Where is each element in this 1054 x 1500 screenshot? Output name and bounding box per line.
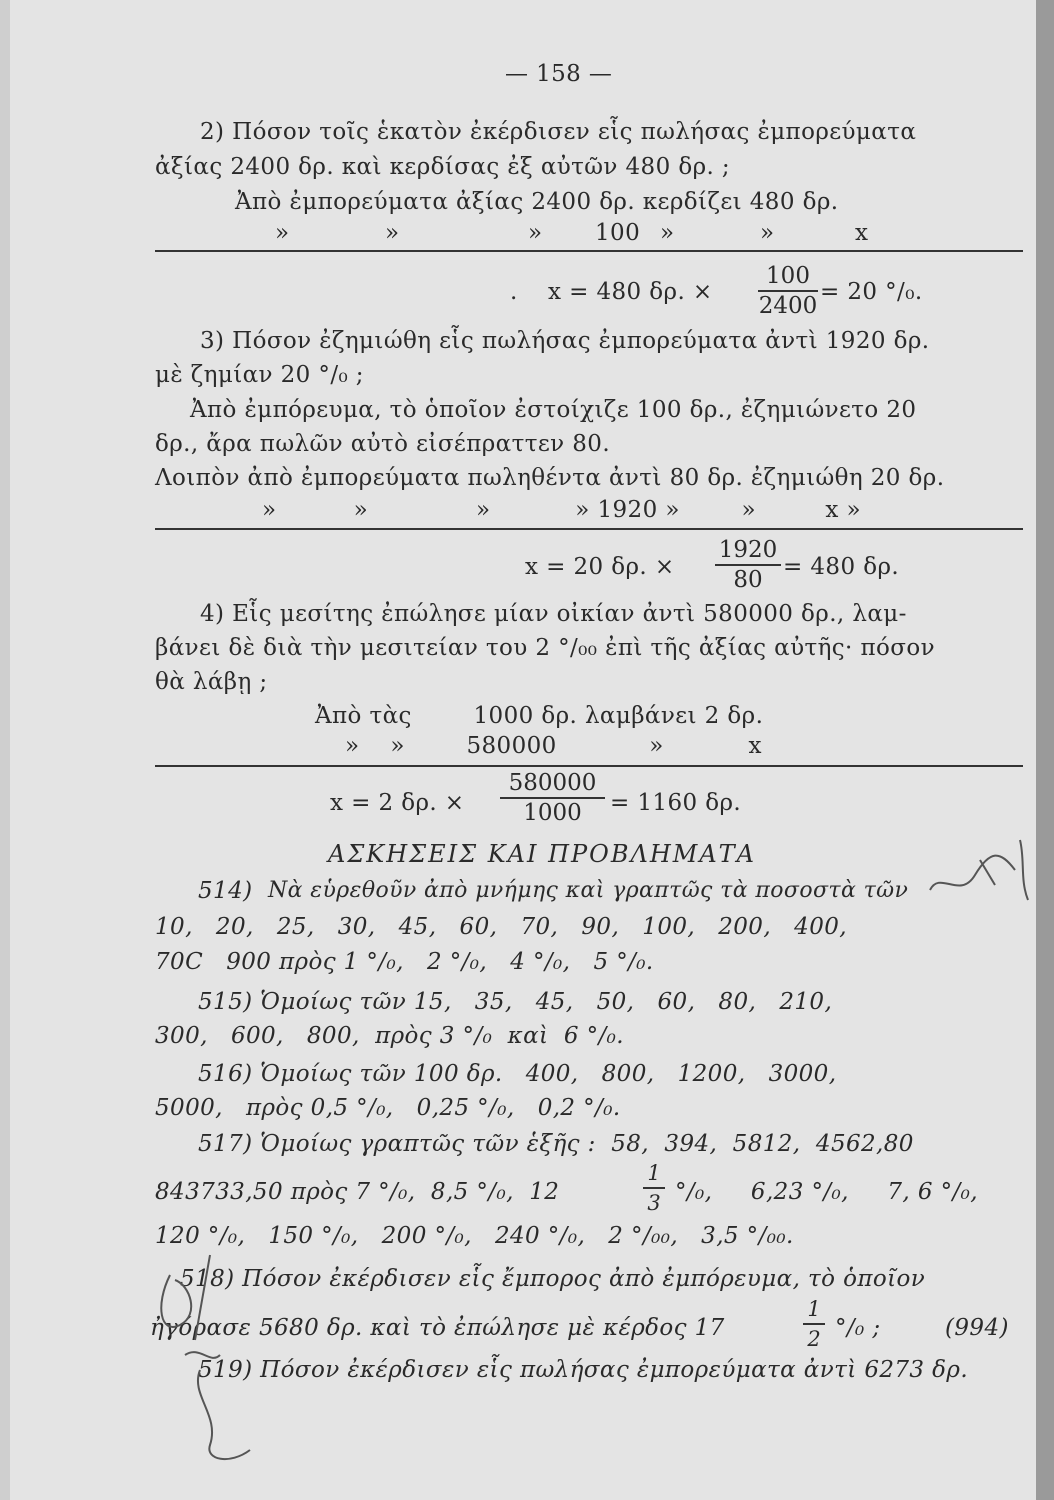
- fraction-bar: [500, 797, 605, 799]
- page-number: — 158 —: [505, 61, 613, 87]
- ex515-line1: 515) Ὁμοίως τῶν 15, 35, 45, 50, 60, 80, 210,: [198, 989, 833, 1015]
- ex517-line3: 120 °/₀, 150 °/₀, 200 °/₀, 240 °/₀, 2 °/₀₀, 3,5 °/₀₀.: [155, 1223, 794, 1249]
- ex517-line1: 517) Ὁμοίως γραπτῶς τῶν ἑξῆς : 58, 394, 5812, 4562,80: [198, 1131, 914, 1157]
- ex519-line1: 519) Πόσον ἐκέρδισεν εἷς πωλήσας ἐμπορεύματα ἀντὶ 6273 δρ.: [198, 1357, 969, 1383]
- ex514-label: 514): [198, 878, 253, 904]
- p3-line5: Λοιπὸν ἀπὸ ἐμπορεύματα πωληθέντα ἀντὶ 80 δρ. ἐζημιώθη 20 δρ.: [155, 465, 945, 491]
- p2-line1: 2) Πόσον τοῖς ἑκατὸν ἐκέρδισεν εἷς πωλήσας ἐμπορεύματα: [200, 119, 917, 145]
- p2-ditto-2: »: [385, 220, 400, 246]
- ex514-line3: 70C 900 πρὸς 1 °/₀, 2 °/₀, 4 °/₀, 5 °/₀.: [155, 949, 654, 975]
- ex517-numerator: 1: [647, 1161, 661, 1185]
- p3-line1: 3) Πόσον ἐζημιώθη εἷς πωλήσας ἐμπορεύματα ἀντὶ 1920 δρ.: [200, 328, 930, 354]
- ex518-fraction: [803, 1296, 825, 1352]
- ex516-line2: 5000, πρὸς 0,5 °/₀, 0,25 °/₀, 0,2 °/₀.: [155, 1095, 621, 1121]
- section-title: ΑΣΚΗΣΕΙΣ ΚΑΙ ΠΡΟΒΛΗΜΑΤΑ: [328, 840, 756, 868]
- p4-eq-fraction: [500, 770, 605, 826]
- p4-rule: [155, 765, 1023, 767]
- p3-eq-denominator: 80: [733, 567, 763, 593]
- p3-line2: μὲ ζημίαν 20 °/₀ ;: [155, 362, 364, 388]
- p2-ditto-4: »: [660, 220, 675, 246]
- ex518-denominator: 2: [807, 1327, 821, 1351]
- ex517-fraction: [643, 1160, 665, 1216]
- p4-row1: Ἀπὸ τὰς 1000 δρ. λαμβάνει 2 δρ.: [315, 703, 764, 729]
- fraction-bar: [643, 1187, 665, 1189]
- ex517-line2a: 843733,50 πρὸς 7 °/₀, 8,5 °/₀, 12: [155, 1179, 560, 1205]
- p3-eq-right: = 480 δρ.: [783, 554, 900, 580]
- ex518-line2b: °/₀ ;: [835, 1315, 881, 1341]
- p3-eq-left: x = 20 δρ. ×: [525, 554, 675, 580]
- p2-ditto-3: »: [528, 220, 543, 246]
- p2-eq-numerator: 100: [766, 263, 810, 289]
- p4-eq-denominator: 1000: [523, 800, 582, 826]
- ex514-line1: Νὰ εὑρεθοῦν ἀπὸ μνήμης καὶ γραπτῶς τὰ ποσοστὰ τῶν: [268, 878, 909, 903]
- ex514-line2: 10, 20, 25, 30, 45, 60, 70, 90, 100, 200, 400,: [155, 914, 847, 940]
- p4-eq-numerator: 580000: [508, 770, 597, 796]
- p2-eq-fraction: [758, 263, 818, 319]
- p3-ditto-row: » » » » 1920 » » x »: [262, 497, 861, 523]
- p2-eq-left: x = 480 δρ. ×: [548, 279, 713, 305]
- p2-eq-right: = 20 °/₀.: [820, 279, 923, 305]
- ex517-line2b: °/₀, 6,23 °/₀, 7, 6 °/₀,: [675, 1179, 978, 1205]
- ex518-line1: 518) Πόσον ἐκέρδισεν εἷς ἔμπορος ἀπὸ ἐμπόρευμα, τὸ ὁποῖον: [180, 1266, 926, 1292]
- p3-eq-fraction: [715, 537, 781, 593]
- ex518-line2a: ἠγόρασε 5680 δρ. καὶ τὸ ἐπώλησε μὲ κέρδος 17: [150, 1315, 725, 1341]
- p2-eq-denominator: 2400: [758, 293, 818, 319]
- p3-eq-numerator: 1920: [718, 537, 778, 563]
- ex516-line1: 516) Ὁμοίως τῶν 100 δρ. 400, 800, 1200, 3000,: [198, 1061, 837, 1087]
- page-right-edge: [1036, 0, 1054, 1500]
- p3-line4: δρ., ἄρα πωλῶν αὐτὸ εἰσέπραττεν 80.: [155, 431, 611, 457]
- p2-row-value: 100: [595, 220, 641, 246]
- p4-row2: » » 580000 » x: [345, 733, 762, 759]
- p2-ditto-5: »: [760, 220, 775, 246]
- p4-eq-right: = 1160 δρ.: [610, 790, 742, 816]
- p4-line3: θὰ λάβῃ ;: [155, 669, 268, 695]
- ex517-denominator: 3: [647, 1191, 661, 1215]
- fraction-bar: [803, 1323, 825, 1325]
- p2-bullet: .: [510, 279, 518, 305]
- fraction-bar: [758, 290, 818, 292]
- p2-row-x: x: [855, 220, 869, 246]
- p2-ditto-1: »: [275, 220, 290, 246]
- p2-rule: [155, 250, 1023, 252]
- fraction-bar: [715, 564, 781, 566]
- p3-rule: [155, 528, 1023, 530]
- p4-eq-left: x = 2 δρ. ×: [330, 790, 465, 816]
- ex518-numerator: 1: [807, 1297, 821, 1321]
- p4-line2: βάνει δὲ διὰ τὴν μεσιτείαν του 2 °/₀₀ ἐπὶ τῆς ἀξίας αὐτῆς· πόσον: [155, 635, 935, 661]
- page-left-edge: [0, 0, 10, 1500]
- pencil-scribble-left: [150, 1245, 300, 1475]
- ex518-reference: (994): [945, 1315, 1009, 1341]
- pencil-scribble-right: [920, 830, 1040, 910]
- ex515-line2: 300, 600, 800, πρὸς 3 °/₀ καὶ 6 °/₀.: [155, 1023, 625, 1049]
- p4-line1: 4) Εἷς μεσίτης ἐπώλησε μίαν οἰκίαν ἀντὶ 580000 δρ., λαμ-: [200, 601, 907, 627]
- p3-line3: Ἀπὸ ἐμπόρευμα, τὸ ὁποῖον ἐστοίχιζε 100 δρ., ἐζημιώνετο 20: [190, 397, 917, 423]
- p2-line2: ἀξίας 2400 δρ. καὶ κερδίσας ἐξ αὐτῶν 480 δρ. ;: [155, 154, 731, 180]
- p2-line3: Ἀπὸ ἐμπορεύματα ἀξίας 2400 δρ. κερδίζει 480 δρ.: [235, 189, 839, 215]
